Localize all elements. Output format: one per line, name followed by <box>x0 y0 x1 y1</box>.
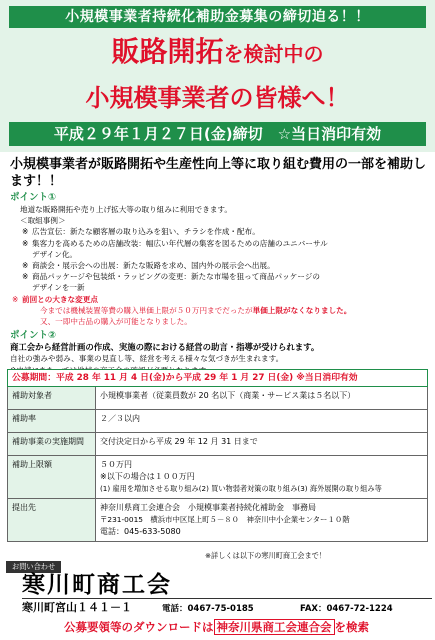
hero-panel <box>0 0 435 152</box>
point-2-line-2: 自社の強みや弱み、事業の見直し等、経営を考える様々な気づきが生まれます。 <box>10 354 284 364</box>
headline-1 <box>0 34 435 74</box>
bullet: ※ <box>22 227 29 237</box>
table-header-row <box>8 370 428 387</box>
row-value-line: 〒231-0015 横浜市中区尾上町５－８０ 神奈川中小企業センター１０階 <box>100 515 350 524</box>
row-value-line: 小規模事業者（従業員数が 20 名以下（商業・サービス業は５名以下） <box>100 391 356 400</box>
row-value <box>96 499 428 542</box>
example-text: 広告宣伝：新たな顧客層の取り込みを狙い、チラシを作成・配布。 <box>32 227 260 237</box>
lead-text: 小規模事業者が販路開拓や生産性向上等に取り組む費用の一部を補助します！！ <box>10 157 427 189</box>
fax-number: FAX：0467-72-1224 <box>300 604 393 614</box>
row-label: 補助対象者 <box>8 387 96 410</box>
example-text: 集客力を高めるための店舗改装：幅広い年代層の集客を図るための店舗のユニバーサル <box>32 238 328 248</box>
example-text: デザインを一新 <box>32 283 85 293</box>
row-value <box>96 456 428 499</box>
change-text: 今までは機械装置等費の購入単価上限が５０万円までだったが <box>40 305 253 315</box>
headline-1-rest: を検討中の <box>223 42 324 66</box>
row-value-line: ２／３以内 <box>100 414 140 423</box>
examples-label: ＜取組事例＞ <box>20 216 66 226</box>
bullet: ※ <box>22 238 29 248</box>
search-keyword: 神奈川県商工会連合会 <box>214 619 335 635</box>
organization-name: 寒川町商工会 <box>22 572 172 598</box>
bullet: ※ <box>12 294 19 304</box>
headline-2: 小規模事業者の皆様へ！ <box>85 84 350 112</box>
info-table <box>7 369 428 542</box>
change-heading: 前回との大きな変更点 <box>22 294 98 304</box>
row-value-line: 電話：045-633-5080 <box>100 527 181 536</box>
contact-note: ※詳しくは以下の寒川町商工会まで！ <box>205 551 327 560</box>
row-value-line: ５０万円 <box>100 460 132 469</box>
table-row <box>8 433 428 456</box>
row-value <box>96 410 428 433</box>
point-2-line-1: 商工会から経営計画の作成、実施の際における経営の助言・指導が受けられます。 <box>10 342 320 353</box>
change-text-bold: 単価上限がなくなりました。 <box>252 305 352 315</box>
point-2-heading: ポイント② <box>10 330 57 342</box>
point-1-intro: 地道な販路開拓や売り上げ拡大等の取り組みに利用できます。 <box>20 205 233 214</box>
divider <box>22 598 432 599</box>
phone-number: 電話：0467-75-0185 <box>162 604 254 614</box>
row-value-line: 交付決定日から平成 29 年 12 月 31 日まで <box>100 437 258 446</box>
example-text: 商品パッケージや包装紙・ラッピングの変更：新たな市場を狙って商品パッケージの <box>32 272 320 282</box>
contact-tag: お問い合わせ <box>6 561 61 573</box>
row-label: 補助上限額 <box>8 456 96 499</box>
headline-1-emphasis: 販路開拓 <box>111 35 224 68</box>
row-value <box>96 387 428 410</box>
example-text: 商談会・展示会への出展：新たな販路を求め、国内外の展示会へ出展。 <box>32 261 275 271</box>
download-text-end: を検索 <box>334 620 369 634</box>
row-value-line: (1) 雇用を増加させる取り組み(2) 買い物弱者対策の取り組み(3) 海外展開の取り組み等 <box>100 484 382 493</box>
row-label: 補助事業の実施期間 <box>8 433 96 456</box>
deadline-bar: 平成２９年１月２７日(金)締切 ☆当日消印有効 <box>9 122 426 146</box>
bullet: ※ <box>22 272 29 282</box>
contact-section <box>2 560 433 638</box>
row-label: 提出先 <box>8 499 96 542</box>
application-period: 公募期間：平成 28 年 11 月 4 日(金)から平成 29 年 1 月 27 日(金) ※当日消印有効 <box>8 370 428 387</box>
point-1-heading: ポイント① <box>10 192 57 203</box>
points-section <box>10 191 428 376</box>
change-line-1 <box>10 305 428 316</box>
table-row <box>8 410 428 433</box>
table-row <box>8 499 428 542</box>
row-value-line: 神奈川県商工会連合会 小規模事業者持続化補助金 事務局 <box>100 503 316 512</box>
row-value-line: ※以下の場合は１００万円 <box>100 472 195 481</box>
example-item <box>10 260 428 271</box>
change-heading-row <box>10 294 428 305</box>
table-row <box>8 456 428 499</box>
title-bar: 小規模事業者持続化補助金募集の締切迫る！！ <box>9 6 426 28</box>
example-item <box>10 271 428 282</box>
address: 寒川町宮山１４１－１ <box>22 601 132 614</box>
example-item <box>10 238 428 249</box>
change-line-2: 又、一即中古品の購入が可能となりました。 <box>40 317 192 327</box>
row-label: 補助率 <box>8 410 96 433</box>
example-item-cont <box>10 282 428 293</box>
example-text: デザイン化。 <box>32 249 78 259</box>
row-value <box>96 433 428 456</box>
table-row <box>8 387 428 410</box>
download-text: 公募要領等のダウンロードは <box>64 620 214 634</box>
bullet: ※ <box>22 261 29 271</box>
example-item <box>10 226 428 237</box>
download-note <box>64 618 369 636</box>
example-item-cont <box>10 249 428 260</box>
